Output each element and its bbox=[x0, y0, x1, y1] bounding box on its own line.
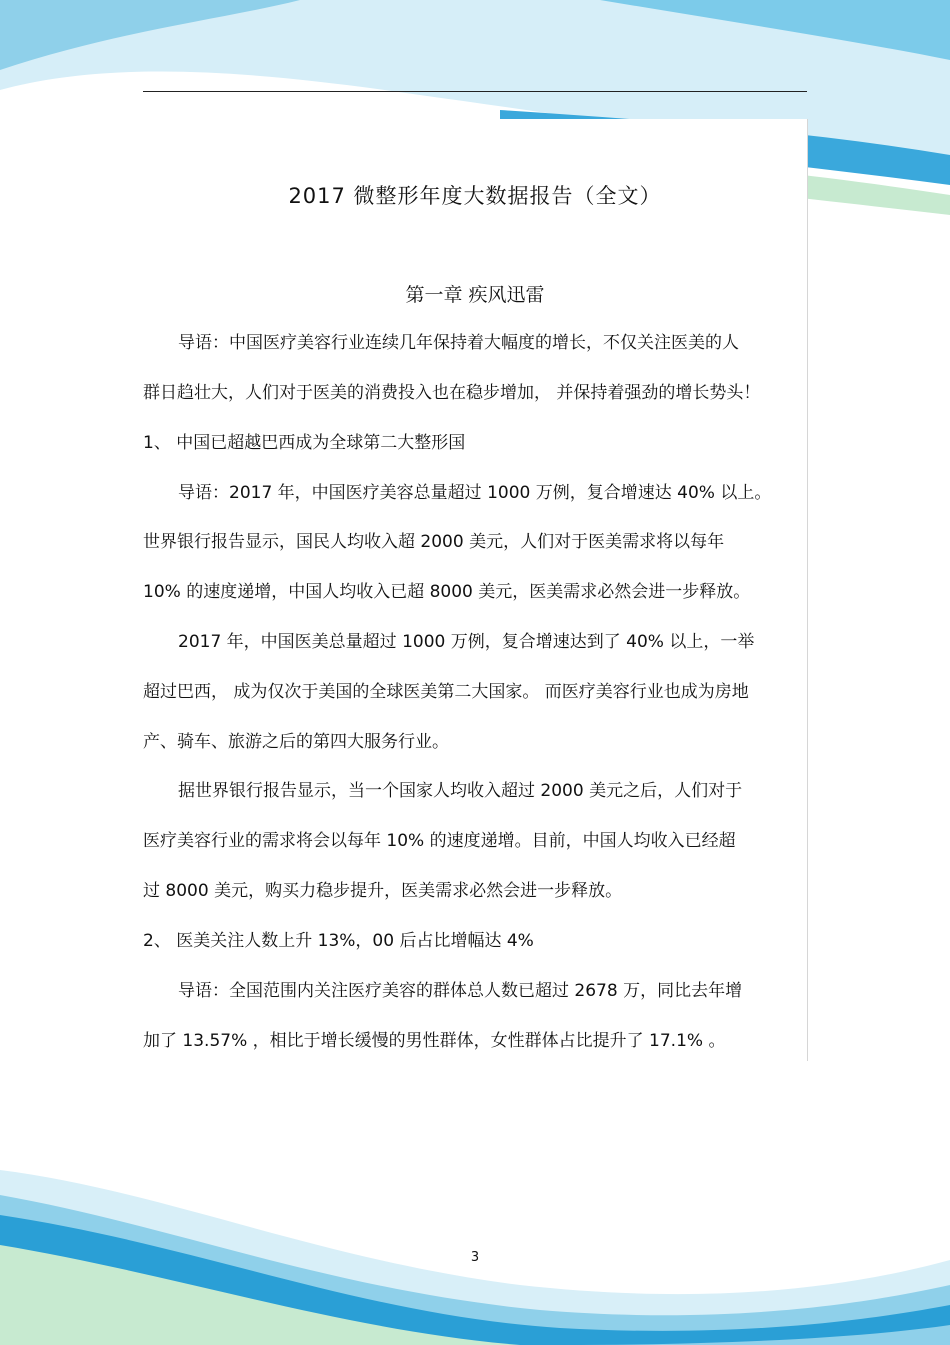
paragraph-line: 导语：全国范围内关注医疗美容的群体总人数已超过 2678 万，同比去年增 bbox=[178, 981, 743, 1001]
header-rule bbox=[143, 91, 807, 92]
paragraph-line: 10% 的速度递增，中国人均收入已超 8000 美元，医美需求必然会进一步释放。 bbox=[143, 582, 751, 602]
paragraph-line: 超过巴西， 成为仅次于美国的全球医美第二大国家。 而医疗美容行业也成为房地 bbox=[143, 682, 749, 702]
document-title: 2017 微整形年度大数据报告（全文） bbox=[288, 184, 662, 208]
paragraph-line: 导语：中国医疗美容行业连续几年保持着大幅度的增长，不仅关注医美的人 bbox=[178, 333, 739, 353]
page-number: 3 bbox=[470, 1250, 480, 1265]
paragraph-line: 加了 13.57% ，相比于增长缓慢的男性群体，女性群体占比提升了 17.1% 。 bbox=[143, 1031, 726, 1051]
paragraph-line: 导语：2017 年，中国医疗美容总量超过 1000 万例，复合增速达 40% 以上。 bbox=[178, 483, 772, 503]
paragraph-line: 2017 年，中国医美总量超过 1000 万例，复合增速达到了 40% 以上，一举 bbox=[178, 632, 755, 652]
paragraph-line: 据世界银行报告显示，当一个国家人均收入超过 2000 美元之后，人们对于 bbox=[178, 781, 743, 801]
chapter-heading: 第一章 疾风迅雷 bbox=[405, 284, 545, 306]
paragraph-line: 医疗美容行业的需求将会以每年 10% 的速度递增。目前，中国人均收入已经超 bbox=[143, 831, 736, 851]
paragraph-line: 过 8000 美元，购买力稳步提升，医美需求必然会进一步释放。 bbox=[143, 881, 623, 901]
section-heading: 2、 医美关注人数上升 13%，00 后占比增幅达 4% bbox=[143, 931, 534, 951]
paragraph-line: 世界银行报告显示，国民人均收入超 2000 美元，人们对于医美需求将以每年 bbox=[143, 532, 725, 552]
section-heading: 1、 中国已超越巴西成为全球第二大整形国 bbox=[143, 433, 466, 453]
paragraph-line: 产、骑车、旅游之后的第四大服务行业。 bbox=[143, 732, 449, 752]
paragraph-line: 群日趋壮大，人们对于医美的消费投入也在稳步增加， 并保持着强劲的增长势头！ bbox=[143, 383, 761, 403]
